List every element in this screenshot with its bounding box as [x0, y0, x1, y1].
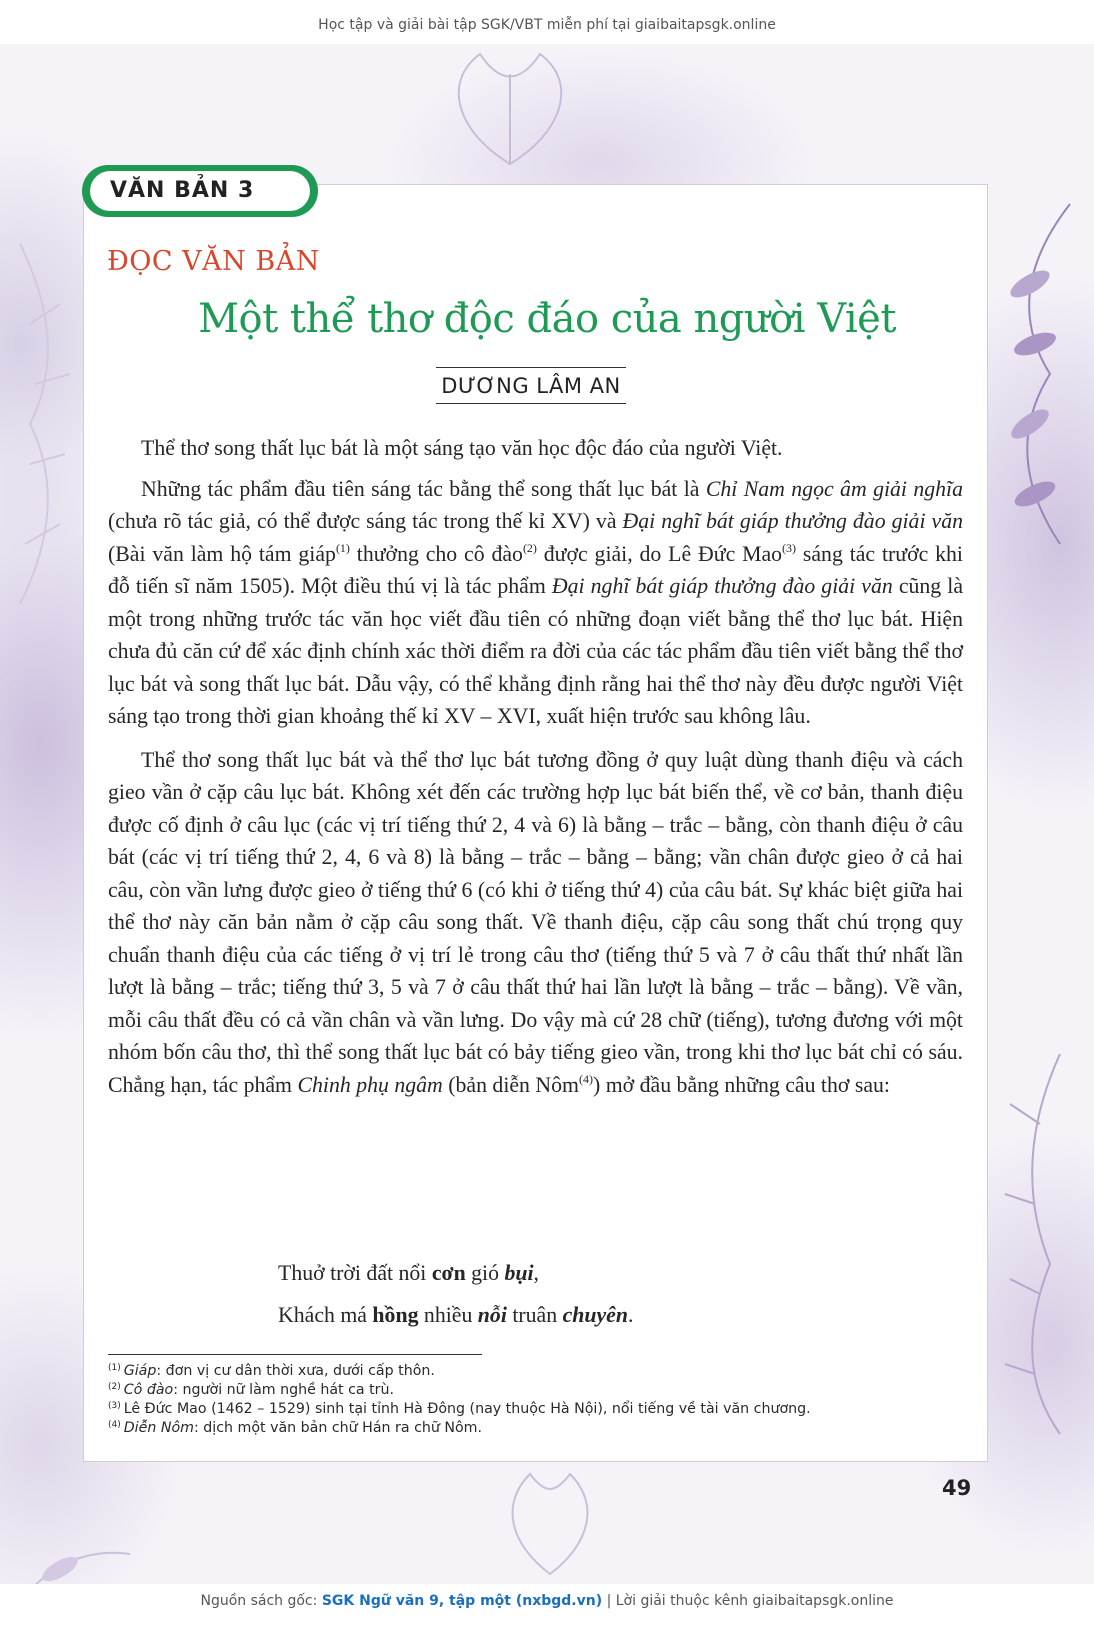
article-author: DƯƠNG LÂM AN [436, 367, 626, 404]
leaf-decoration-icon [400, 44, 620, 174]
article-body [108, 432, 963, 1112]
poem-line-1: Thuở trời đất nổi cơn gió bụi, [278, 1261, 539, 1285]
page-number: 49 [942, 1476, 972, 1500]
poem-line-2: Khách má hồng nhiều nỗi truân chuyên. [278, 1303, 634, 1327]
leaf-decoration-icon [0, 224, 80, 624]
text-number-badge [82, 165, 318, 217]
footnote-ref-2: (2) [522, 540, 537, 555]
poem-excerpt [278, 1252, 878, 1336]
leaf-decoration-icon [990, 194, 1090, 554]
badge-label: VĂN BẢN 3 [90, 171, 310, 211]
top-banner: Học tập và giải bài tập SGK/VBT miễn phí tại giaibaitapsgk.online [0, 0, 1094, 44]
paragraph-3: Thể thơ song thất lục bát và thể thơ lục bát tương đồng ở quy luật dùng thanh điệu và cách gieo vần ở cặp câu lục bát. Không xét đến các trường hợp lục bát biến thể, về cơ bản, thanh điệu được cố định ở câu lục (các vị trí tiếng thứ 2, 4 và 6) là bằng – trắc – bằng, còn thanh điệu ở câu bát (các vị trí tiếng thứ 2, 4, 6 và 8) là bằng – trắc – bằng – bằng; vần chân được gieo ở cả hai câu, còn vần lưng được gieo ở tiếng thứ 6 (có khi ở tiếng thứ 4) của câu bát. Sự khác biệt giữa hai thể thơ này căn bản nằm ở cặp câu song thất. Về thanh điệu, cặp câu song thất chú trọng quy chuẩn thanh điệu của các tiếng ở vị trí lẻ trong câu thơ (tiếng thứ 5 và 7 ở câu thất thứ nhất lần lượt là bằng – trắc; tiếng thứ 3, 5 và 7 ở câu thất thứ hai lần lượt là bằng – trắc – bằng). Về vần, mỗi câu thất đều có cả vần chân và vần lưng. Do vậy mà cứ 28 chữ (tiếng), tương đương với một nhóm bốn câu thơ, thì thể song thất lục bát có bảy tiếng gieo vần, trong khi thơ lục bát chỉ có sáu. Chẳng hạn, tác phẩm Chinh phụ ngâm (bản diễn Nôm$^{(4)}$) mở đầu bằng những câu thơ sau: [108, 747, 963, 1097]
footnote-ref-1: (1) [335, 540, 350, 555]
footnote-3: $^{(3)}$ Lê Đức Mao (1462 – 1529) sinh tại tỉnh Hà Đông (nay thuộc Hà Nội), nổi tiếng về tài văn chương. [108, 1401, 811, 1417]
paragraph-2: Những tác phẩm đầu tiên sáng tác bằng thể song thất lục bát là Chỉ Nam ngọc âm giải nghĩa (chưa rõ tác giả, có thể được sáng tác trong thế kỉ XV) và Đại nghĩ bát giáp thưởng đào giải văn (Bài văn làm hộ tám giáp$^{(1)}$ thưởng cho cô đào$^{(2)}$ được giải, do Lê Đức Mao$^{(3)}$ sáng tác trước khi đỗ tiến sĩ năm 1505). Một điều thú vị là tác phẩm Đại nghĩ bát giáp thưởng đào giải văn cũng là một trong những trước tác văn học viết đầu tiên có những đoạn viết bằng thể thơ lục bát. Hiện chưa đủ căn cứ để xác định chính xác thời điểm ra đời của các tác phẩm đầu tiên viết bằng thể thơ lục bát và song thất lục bát. Dẫu vậy, có thể khẳng định rằng hai thể thơ này đều được người Việt sáng tạo trong thời gian khoảng thế kỉ XV – XVI, xuất hiện trước sau không lâu. [108, 476, 964, 728]
section-heading: ĐỌC VĂN BẢN [107, 246, 320, 277]
article-title: Một thể thơ độc đáo của người Việt [198, 296, 896, 342]
footnote-ref-3: (3) [782, 540, 797, 555]
footnote-ref-4: (4) [579, 1071, 593, 1086]
footnote-4: $^{(4)}$ Diễn Nôm: dịch một văn bản chữ Hán ra chữ Nôm. [108, 1420, 482, 1436]
leaf-decoration-icon [990, 1044, 1090, 1444]
footnote-1: $^{(1)}$ Giáp: đơn vị cư dân thời xưa, dưới cấp thôn. [108, 1363, 435, 1379]
paragraph-1: Thể thơ song thất lục bát là một sáng tạo văn học độc đáo của người Việt. [141, 436, 783, 460]
footnote-2: $^{(2)}$ Cô đào: người nữ làm nghề hát ca trù. [108, 1382, 394, 1398]
source-link[interactable]: SGK Ngữ văn 9, tập một (nxbgd.vn) [321, 1593, 603, 1609]
footnote-divider [108, 1354, 482, 1355]
footnotes [108, 1362, 968, 1438]
bottom-banner: Nguồn sách gốc: SGK Ngữ văn 9, tập một (nxbgd.vn) | Lời giải thuộc kênh giaibaitapsgk.online [0, 1584, 1094, 1626]
leaf-decoration-icon [470, 1464, 630, 1584]
